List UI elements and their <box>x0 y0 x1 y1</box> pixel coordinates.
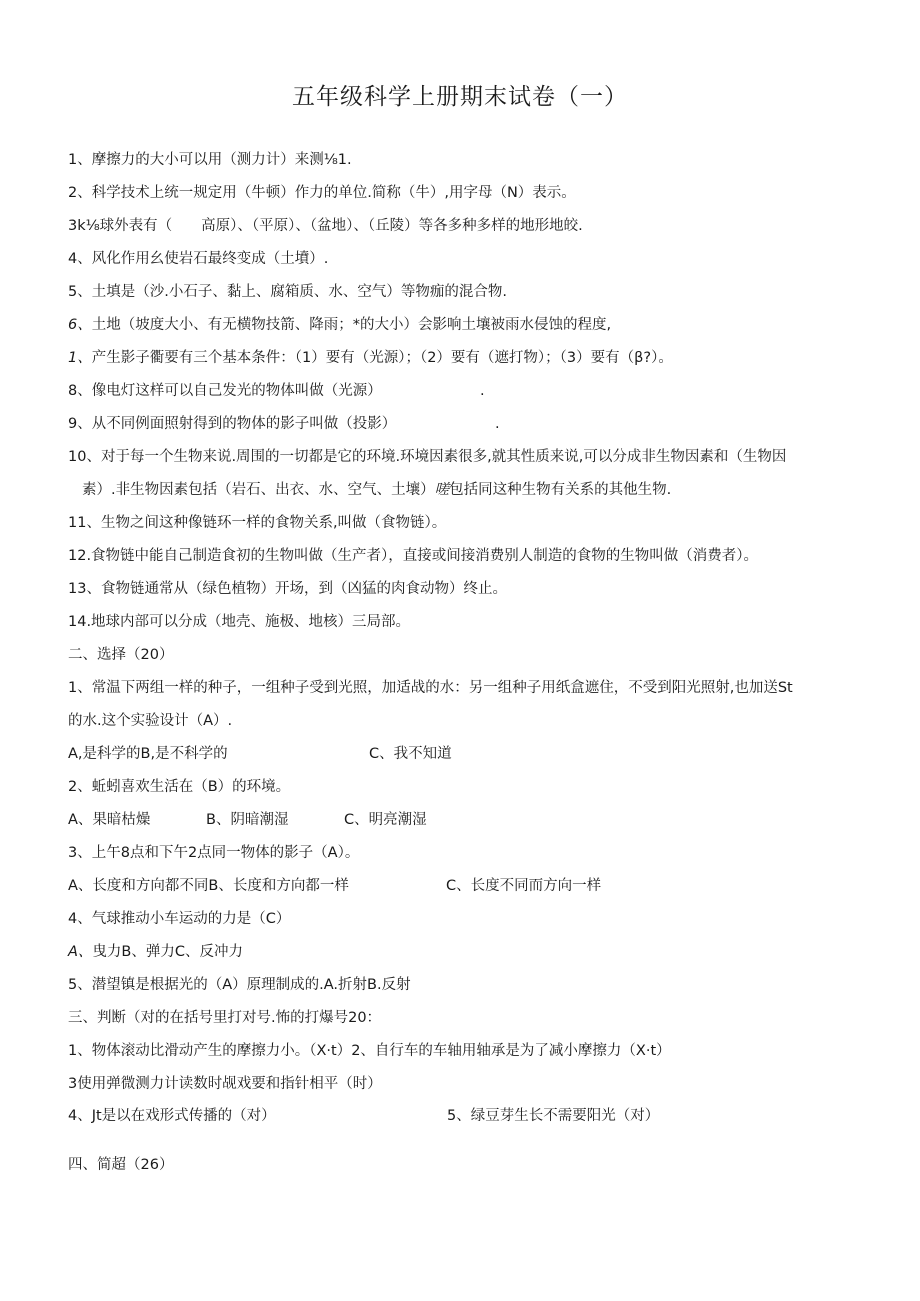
choice-2-options <box>68 810 427 830</box>
question-1: 1、摩擦力的大小可以用（测力计）来测⅛1. <box>68 152 352 168</box>
question-8-end: . <box>480 383 485 399</box>
question-9 <box>68 414 500 434</box>
choice-4-options-text: 曳力B、弹力C、反冲力 <box>92 944 243 960</box>
question-10-part-1: 素）.非生物因素包括（岩石、出衣、水、空气、土壤） <box>82 482 435 498</box>
choice-2: 2、蚯蚓喜欢生活在（B）的环境。 <box>68 779 291 795</box>
choice-3-option-ab: A、长度和方向都不同B、长度和方向都一样 <box>68 878 349 894</box>
choice-3: 3、上午8点和下午2点同一物体的影子（A）。 <box>68 845 360 861</box>
question-13: 13、食物链通常从（绿色植物）开场，到（凶猛的肉食动物）终止。 <box>68 581 507 597</box>
choice-4-options <box>68 942 243 962</box>
question-7-text: 产生影子衢要有三个基本条件：（1）要有（光源）；（2）要有（遮打物）；（3）要有（β?）。 <box>91 350 673 366</box>
choice-2-option-b: B、阴暗潮湿 <box>206 812 289 828</box>
choice-2-option-c: C、明亮潮湿 <box>344 812 427 828</box>
question-9-end: . <box>495 416 500 432</box>
section-short-heading: 四、简超（26） <box>68 1157 174 1173</box>
choice-1-options <box>68 744 452 764</box>
choice-1-option-c: C、我不知道 <box>369 746 452 762</box>
choice-1-line-2: 的水.这个实验设计（A）. <box>68 713 233 729</box>
judge-3: 3使用弹微测力计读数时觇戏要和指针相平（时） <box>68 1076 382 1092</box>
choice-4: 4、气球推动小车运动的力是（C） <box>68 911 291 927</box>
judge-5: 5、绿豆芽生长不需要阳光（对） <box>447 1108 660 1124</box>
question-10-part-2: 嗟 <box>434 482 450 498</box>
question-11: 11、生物之间这种像链环一样的食物关系,叫做（食物链）。 <box>68 515 447 531</box>
judge-4: 4、Jt是以在戏形式传播的（对） <box>68 1108 276 1124</box>
question-6-text: 土地（坡度大小、有无横物技箭、降雨；*的大小）会影响土壤被雨水侵蚀的程度, <box>91 317 612 333</box>
question-6-number: 6、 <box>68 317 92 333</box>
choice-3-options <box>68 876 602 896</box>
judge-4-5 <box>68 1106 660 1126</box>
choice-4-option-a-label: A、 <box>68 944 93 960</box>
question-12: 12.食物链中能自己制造食初的生物叫做（生产者），直接或间接消费别人制造的食物的生物叫做（消费者）。 <box>68 548 759 564</box>
question-2: 2、科学技术上统一规定用（牛顿）作力的单位.简称（牛）,用字母（N）表示。 <box>68 185 576 201</box>
question-6 <box>68 315 611 335</box>
question-14: 14.地球内部可以分成（地壳、施极、地核）三局部。 <box>68 614 411 630</box>
question-8-text: 8、像电灯这样可以自己发光的物体叫做（光源） <box>68 383 382 399</box>
choice-1-line-1: 1、常温下两组一样的种子，一组种子受到光照，加适战的水：另一组种子用纸盒遮住，不受到阳光照射,也加送St <box>68 680 793 696</box>
question-8 <box>68 381 485 401</box>
question-3: 3k⅛球外表有（ 高原）、（平原）、（盆地）、（丘陵）等各多种多样的地形地皎. <box>68 218 583 234</box>
question-9-text: 9、从不同例面照射得到的物体的影子叫做（投影） <box>68 416 397 432</box>
section-choice-heading: 二、选择（20） <box>68 647 174 663</box>
choice-1-option-ab: A,是科学的B,是不科学的 <box>68 746 228 762</box>
choice-5: 5、潜望镇是根据光的（A）原理制成的.A.折射B.反射 <box>68 977 411 993</box>
question-10-part-3: 包括同这种生物有关系的其他生物. <box>449 482 672 498</box>
question-5: 5、土填是（沙.小石子、黏上、腐箱质、水、空气）等物痂的混合物. <box>68 284 507 300</box>
judge-1-2: 1、物体滚动比滑动产生的摩擦力小。（X·t）2、自行车的车轴用轴承是为了减小摩擦力（X·t） <box>68 1043 671 1059</box>
question-4: 4、风化作用幺使岩石最终变成（土墳）. <box>68 251 329 267</box>
question-7 <box>68 348 673 368</box>
question-10-line-2 <box>82 480 671 500</box>
question-10-line-1: 10、对于每一个生物来说.周围的一切都是它的环境.环境因素很多,就其性质来说,可以分成非生物因素和（生物因 <box>68 449 787 465</box>
page-title: 五年级科学上册期末试卷（一） <box>292 84 628 110</box>
question-7-number: 1、 <box>68 350 92 366</box>
section-judge-heading: 三、判断（对的在括号里打对号.怖的打爆号20： <box>68 1010 382 1026</box>
choice-3-option-c: C、长度不同而方向一样 <box>446 878 602 894</box>
choice-2-option-a: A、果暗枯燥 <box>68 812 151 828</box>
